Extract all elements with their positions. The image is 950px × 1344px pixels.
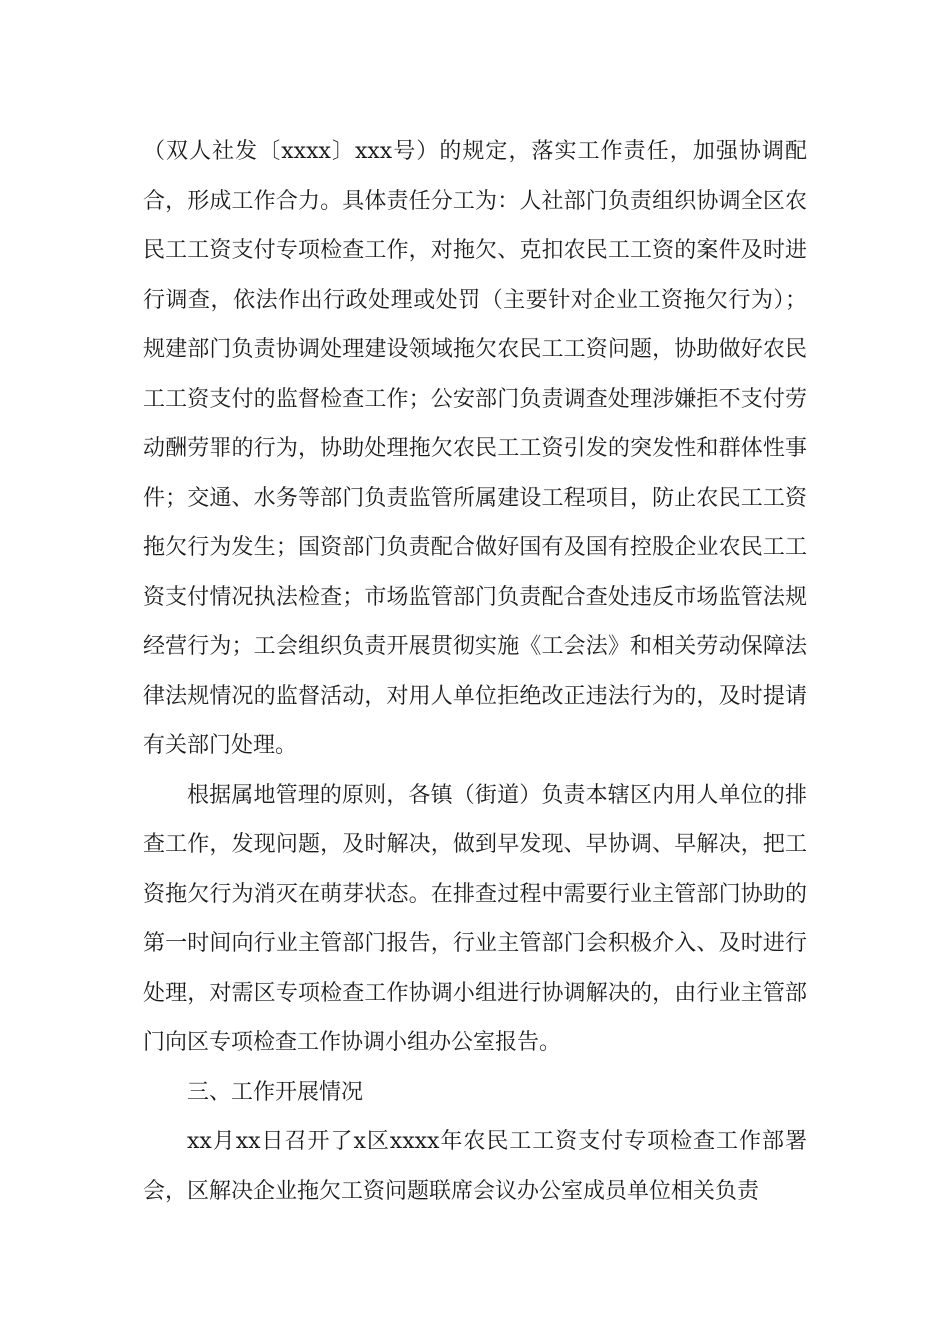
paragraph-responsibilities: （双人社发〔xxxx〕xxx号）的规定，落实工作责任，加强协调配合，形成工作合力。具体责任分工为：人社部门负责组织协调全区农民工工资支付专项检查工作，对拖欠、克扣农民工工资的案件及时进行调查，依法作出行政处理或处罚（主要针对企业工资拖欠行为）；规建部门负责协调处理建设领域拖欠农民工工资问题，协助做好农民工工资支付的监督检查工作；公安部门负责调查处理涉嫌拒不支付劳动酬劳罪的行为，协助处理拖欠农民工工资引发的突发性和群体性事件；交通、水务等部门负责监管所属建设工程项目，防止农民工工资拖欠行为发生；国资部门负责配合做好国有及国有控股企业农民工工资支付情况执法检查；市场监管部门负责配合查处违反市场监管法规经营行为；工会组织负责开展贯彻实施《工会法》和相关劳动保障法律法规情况的监督活动，对用人单位拒绝改正违法行为的，及时提请有关部门处理。	[143, 139, 807, 758]
paragraph-deployment-meeting: xx月xx日召开了x区xxxx年农民工工资支付专项检查工作部署会，区解决企业拖欠工资问题联席会议办公室成员单位相关负责	[143, 1129, 807, 1204]
document-body	[143, 127, 807, 1216]
section-heading-work-progress: 三、工作开展情况	[187, 1079, 364, 1105]
paragraph-territorial-management: 根据属地管理的原则，各镇（街道）负责本辖区内用人单位的排查工作，发现问题，及时解决，做到早发现、早协调、早解决，把工资拖欠行为消灭在萌芽状态。在排查过程中需要行业主管部门协助的第一时间向行业主管部门报告，行业主管部门会积极介入、及时进行处理，对需区专项检查工作协调小组进行协调解决的，由行业主管部门向区专项检查工作协调小组办公室报告。	[143, 782, 807, 1055]
